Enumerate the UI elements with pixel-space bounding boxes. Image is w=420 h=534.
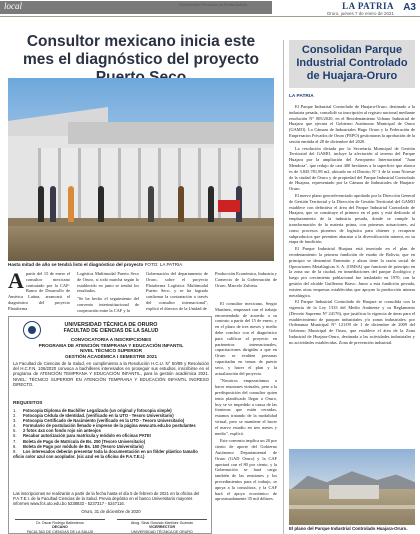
newspaper-name: LA PATRIA [342, 1, 394, 11]
page-number: A3 [403, 2, 416, 13]
list-item: 7. Boleta de Pago de Matrícula de Bs. 250 (Tesoro Universitario) [13, 438, 146, 444]
list-item: 6. Recabar autorización para matrícula y módulo en oficinas PATEI [13, 433, 151, 439]
column-paragraph: Logística Multimodal Puerto Seco de Oruro, si todo marcha según lo establecido en junio se tendrá los resultados. [77, 271, 139, 294]
sidebar-photo [289, 449, 415, 525]
main-photo-caption [8, 262, 274, 268]
convocatoria-ad [8, 316, 212, 534]
sponsor-text: Viceministro Periódico la Patria Bolivia [178, 2, 248, 7]
column-paragraph: "Nosotros empezaríamos a hacer reuniones virtuales, pese a la predisposición del consultor quien tenía planificado llegar a Oruro, hoy se ve impedido a causa de las fronteras que están cerradas, estamos tratando de la modalidad virtual, pero se mantiene el hacer el nuevo estudio en tres meses y medio", explicó. [215, 378, 277, 436]
ad-faculty: FACULTAD DE CIENCIAS DE LA SALUD [63, 328, 159, 334]
column-paragraph: Producción Económica, Industria y Comercio de la Gobernación de Oruro, Marcelo Zubieta. [215, 271, 277, 288]
sidebar-paragraph: El nuevo plano georreferenciado aprobado por la Dirección General de Gestión Territorial y la Dirección de Gestión Territorial del GAMO establece con definitiva el área del Parque Industrial Controlado de Huajara, que se constituye el primero en el país y está dedicado al emplazamiento de la industria pesada, donde se cumple la transformación de la materia prima, con primeras actuaciones, así como procesos pioneros de logística para obtener y recuperar subproductos que permiten abaratar a la diversificación minera, en su etapa de fundición. [289, 192, 415, 245]
caption-credit: FOTO: LA PATRIA [144, 262, 183, 267]
list-item: 2. Fotocopia Cédula de Identidad. (verificado en la UTO - Tesoro Universitario) [13, 413, 174, 419]
list-item: 9. Los interesados deberán presentar toda la documentación en un fólder plástico tamaño oficio color azul con acoplador. (sic azul en la oficina de P.A.T.E.I.) [13, 448, 198, 459]
column-paragraph: Este convenio implica un 20 por ciento de aporte del Gobierno Autónomo Departamental de Oruro (GAD Oruro) y la CAF aportará con el 80 por ciento, y la Gobernación se hará cargo también de las reuniones y los procedimientos para el trabajo, se apoya a la consultora, y la CAF hará el apoyo económico de aproximadamente 35 mil dólares. [215, 438, 277, 502]
list-item: 5. 2 fotos 4x4 con fondo rojo sin anteojos [13, 428, 101, 434]
ad-requirements-list [13, 408, 209, 459]
section-label: local [4, 1, 22, 11]
article-column-1 [8, 268, 70, 312]
signature-block: Abog. Sinai Gonzalo Martínez Guzmán VICERRECTOR UNIVERSIDAD TÉCNICA DE ORURO [117, 519, 207, 534]
ad-city-date: Oruro, 31 de diciembre de 2020 [81, 509, 141, 514]
sidebar-photo-caption: El plano del Parque Industrial Controlado Huajara-Oruro. [289, 526, 408, 531]
ad-requirements-title: REQUISITOS [13, 401, 43, 406]
article-column-4 [215, 271, 277, 290]
ad-title-line: CONVOCATORIA A INSCRIPCIONES [70, 337, 152, 342]
issue-date: Oruro, jueves 7 de enero de 2021 [326, 11, 394, 16]
ad-note: Las inscripciones se realizarán a partir de la fecha hasta el día 5 de febrero de 2021 en la oficina del P.A.T.E.I. de la Facultad Ciencias de la Salud. Previa depósito en el banco Universitario mayores informes www.fcs.uto.edu.bo 5238833 - 5237317 - 5247116. [13, 491, 200, 507]
ad-title-line: NIVEL TÉCNICO SUPERIOR [80, 348, 142, 354]
ad-title-line: GESTIÓN ACADÉMICA I SEMESTRE 2021 [64, 353, 158, 359]
caption-text: Hasta mitad de año se tendrá listo el diagnóstico del proyecto [8, 262, 144, 267]
sidebar-paragraph: El Parque Industrial Controlado de Huajara-Oruro, destinado a la industria pesada, consolidó su inscripción al registro nacional mediante resolución N° 005/2020, en el Reordenamiento Urbano Industrial de Huajara que ejecuta el Gobierno Autónomo Municipal de Oruro (GAMO). La Cámara de Industriales Hugo Oruro y la Federación de Empresarios Privados de Oruro (FEPO) gestionaron la aprobación de la sesión emitida el 28 de diciembre del 2020. [289, 104, 415, 144]
column-paragraph: Gobernación del departamento de Oruro, sobre el proyecto Plataforma Logística Multimodal Puerto Seco, y se ha logrado confirmar la contratación a través del consultor internacional", explicó el director de la Unidad de [146, 271, 208, 311]
sidebar-paragraph: La resolución dictada por la Secretaría Municipal de Gestión Territorial del GAMO, incluye la afectación al terreno del Parque Huajara por la ampliación del Aeropuerto Internacional "Juan Mendoza", que redujo de casi 400 hectáreas a la superficie que abarca es de 3.845.781,98 m2, ubicado en el Distrito N° 3 de la zona Noreste de la ciudad de Oruro y de propiedad del Parque Industrial Controlado de Huajara, representado por la Cámara de Industriales de Huajara-Oruro. [289, 145, 415, 192]
sidebar-paragraph: El Parque Industrial Huajara está insertado en el plan de reordenamiento la primera fundición de estaño de Bolivia, que en principio se denominó Enmenito y ahora tiene la razón social de Operaciones Metalúrgicas S. A. (OMSA) que funcionó de principio en la zona sur de la ciudad, en inmediaciones del parque Zoológico y luego por crecimiento poblacional fue trasladado en 1970, con la gestión del alcalde Guillermo Bravo. Junto a esta fundición privada, existen otras empresas establecidas que apoyan la producción minera metalúrgica. [289, 246, 415, 298]
list-item: 3. Fotocopia Certificado de Nacimiento (verificado en la UTO - Tesoro Universitario) [13, 418, 185, 424]
header-rule [0, 16, 420, 17]
ad-body: La Facultad de Ciencias de la Salud, en cumplimiento a la Resolución H.C.U. N° 50/89 y Resolución del H.C.F.N. 106/2020 convoca a bachilleres interesados en proseguir sus estudios, inscribirse en el programa de ATENCIÓN TEMPRANA Y EDUCACIÓN INFANTIL, para la gestión académica 2021. NIVEL: TÉCNICO SUPERIOR EN ATENCIÓN TEMPRANA Y EDUCACIÓN INFANTIL INGRESO DIRECTO. [13, 361, 209, 387]
sidebar-article [289, 104, 415, 347]
list-item: 4. Formulario de postulación llenado e impreso de la página www.uto.edu.bo postulantes [13, 423, 196, 429]
list-item: 1. Fotocopia Diploma de Bachiller Legalizado (un original y fotocopia simple) [13, 408, 172, 413]
article-column-3 [146, 271, 208, 314]
sidebar-divider [283, 40, 284, 534]
sidebar-paragraph: El Parque Industrial Controlado de Huajara se consolida con la vigencia de la Ley 1333 del Medio Ambiente y su Reglamento (Decreto Supremo N° 24176), que justificar la vigencia de áreas para el establecimiento de parques industriales y/o zonas industriales; por Ordenanza Municipal N° 121/09 de 1 de diciembre de 2009 del Gobierno Municipal de Oruro, que establece el área de la Zona Industrial de Huajara-Oruro, destinada a las actividades industriales y no actividades establecidas. Zona de prevención industrial. [289, 299, 415, 345]
main-photo [8, 78, 274, 261]
main-headline: Consultor mexicano inicia este mes el diagnóstico del proyecto [22, 33, 259, 68]
signature-block: Dr. Oscar Rodrigo Ballesteros DECANO FACULTAD DE CIENCIAS DE LA SALUD [15, 519, 105, 534]
page-header [0, 0, 420, 26]
drop-cap: A [8, 268, 24, 293]
article-column-2 [77, 271, 139, 316]
column-paragraph: El consultor mexicano, Sergio Martínez, empezará con el trabajo encomendado de acuerdo a su contrato a partir del 15 de enero, y en el plazo de tres meses y medio debe concluir con el diagnóstico para calificar al proyecto en parámetros internacionales, capacitaciones dirigidas a que en Oruro se evalúen personas capacitadas en temas de puerto seco, y hacer el plan y la actualización del proyecto. [215, 301, 277, 376]
ad-university: UNIVERSIDAD TÉCNICA DE ORURO [64, 322, 158, 328]
ad-title [13, 337, 209, 359]
sidebar-title-box [289, 40, 415, 88]
article-column-4-continued [215, 301, 277, 504]
column-paragraph: "Se ha hecho el seguimiento del convenio interinstitucional de cooperación entre la CAF y la [77, 296, 139, 313]
column-text: partir del 15 de enero el consultor mexicano contratado por la CAF-Banco de Desarrollo de América Latina, arrancará el diagnóstico del proyecto Plataforma [8, 271, 70, 311]
sidebar-headline: Consolidan Parque Industrial Controlado de Huajara-Oruro [296, 44, 408, 82]
ad-title-line: PROGRAMA DE ATENCIÓN TEMPRANA Y EDUCACIÓN INFANTIL [38, 342, 184, 348]
list-item: 8. Boleta de Pago por módulo de Bs. 150 (Tesoro Universitario) [13, 443, 144, 449]
sidebar-kicker: LA PATRIA [289, 94, 314, 99]
